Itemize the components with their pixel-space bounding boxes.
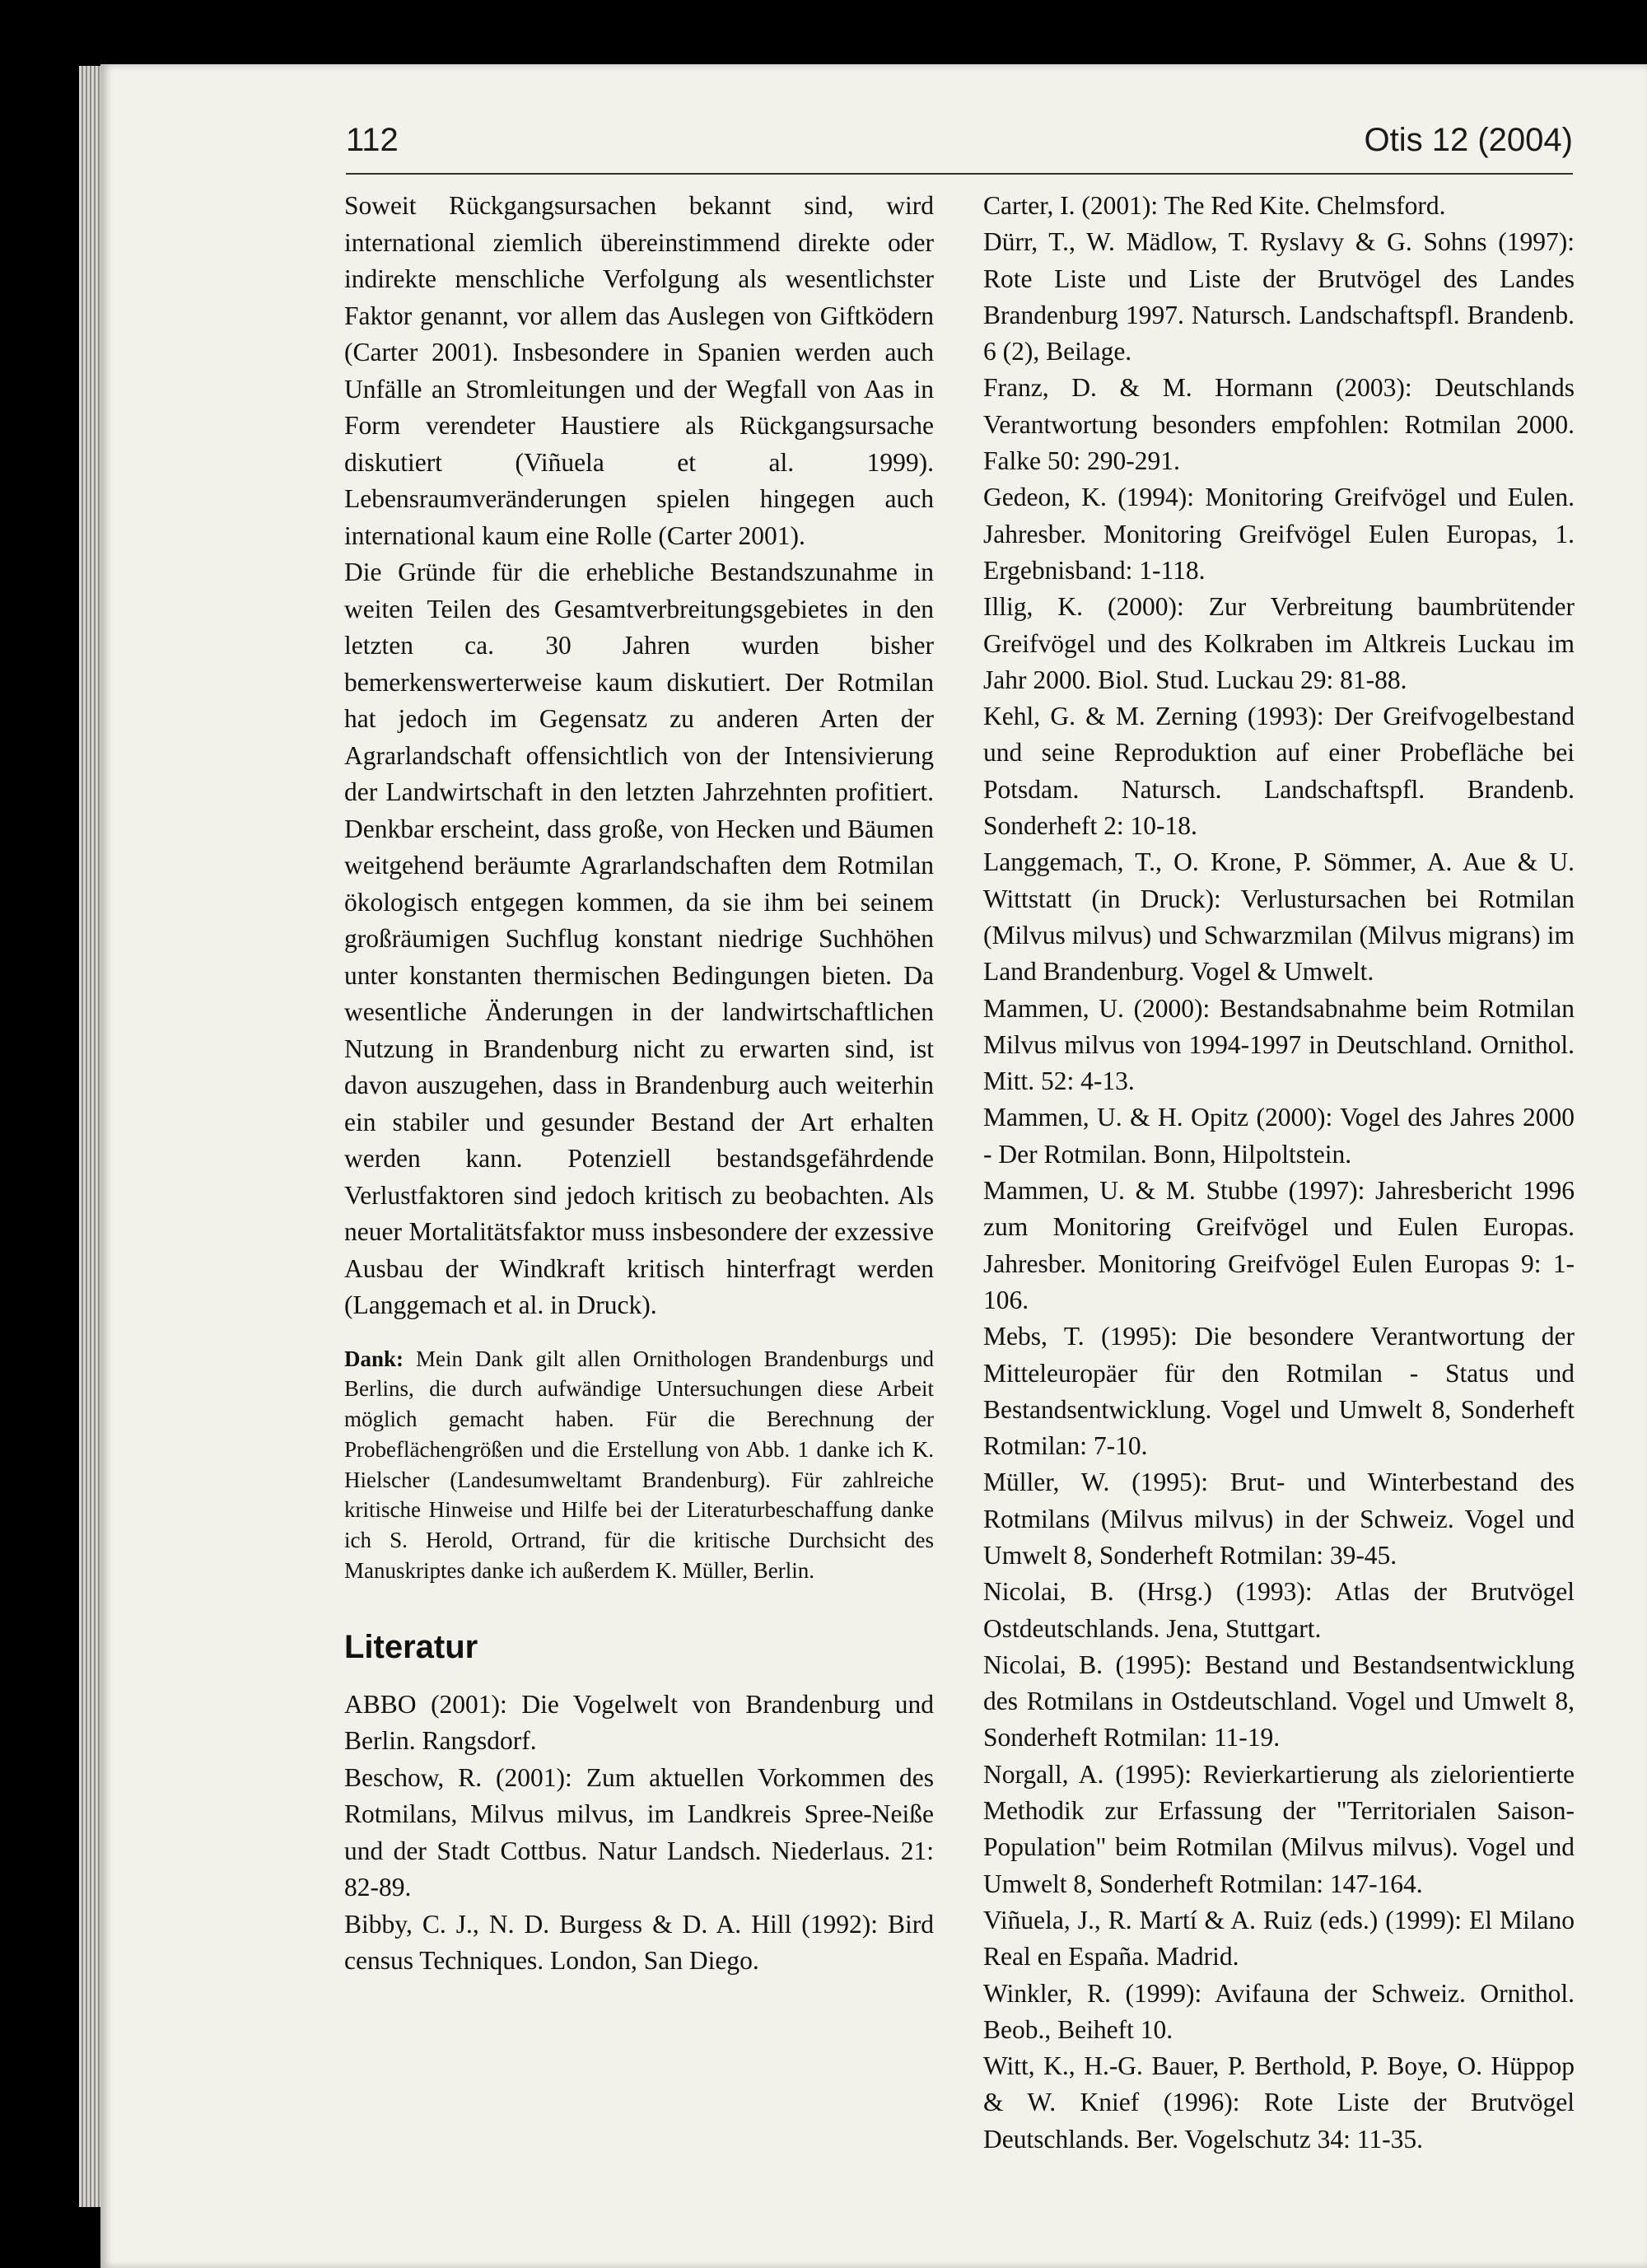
reference-entry: Kehl, G. & M. Zerning (1993): Der Greifvogelbestand und seine Reproduktion auf einer Probefläche bei Potsdam. Natursch. Landschaftspfl. Brandenb. Sonderheft 2: 10-18. — [983, 702, 1575, 841]
reference-entry: Illig, K. (2000): Zur Verbreitung baumbrütender Greifvögel und des Kolkraben im Altkreis Luckau im Jahr 2000. Biol. Stud. Luckau 29: 81-88. — [983, 592, 1575, 694]
reference-entry: Viñuela, J., R. Martí & A. Ruiz (eds.) (1999): El Milano Real en España. Madrid. — [983, 1905, 1575, 1972]
reference-entry: Witt, K., H.-G. Bauer, P. Berthold, P. Boye, O. Hüppop & W. Knief (1996): Rote Liste der Brutvögel Deutschlands. Ber. Vogelschutz 34: 11-35. — [983, 2051, 1575, 2154]
reference-entry: Dürr, T., W. Mädlow, T. Ryslavy & G. Sohns (1997): Rote Liste und Liste der Brutvögel des Landes Brandenburg 1997. Natursch. Landschaftspfl. Brandenb. 6 (2), Beilage. — [983, 227, 1575, 366]
reference-entry: Franz, D. & M. Hormann (2003): Deutschlands Verantwortung besonders empfohlen: Rotmilan 2000. Falke 50: 290-291. — [983, 373, 1575, 476]
body-paragraph: Die Gründe für die erhebliche Bestandszunahme in weiten Teilen des Gesamtverbreitungsgebietes in den letzten ca. 30 Jahren wurden bisher bemerkenswerterweise kaum diskutiert. Der Rotmilan hat jedoch im Gegensatz zu anderen Arten der Agrarlandschaft offensichtlich von der Intensivierung der Landwirtschaft in den letzten Jahrzehnten profitiert. Denkbar erscheint, dass große, von Hecken und Bäumen weitgehend beräumte Agrarlandschaften dem Rotmilan ökologisch entgegen kommen, da sie ihm bei seinem großräumigen Suchflug konstant niedrige Suchhöhen unter konstanten thermischen Bedingungen bieten. Da wesentliche Änderungen in der landwirtschaftlichen Nutzung in Brandenburg nicht zu erwarten sind, ist davon auszugehen, dass in Brandenburg auch weiterhin ein stabiler und gesunder Bestand der Art erhalten werden kann. Potenziell bestandsgefährdende Verlustfaktoren sind jedoch kritisch zu beobachten. Als neuer Mortalitätsfaktor muss insbesondere der exzessive Ausbau der Windkraft kritisch hinterfragt werden (Langgemach et al. in Druck). — [344, 558, 934, 1319]
reference-entry: ABBO (2001): Die Vogelwelt von Brandenburg und Berlin. Rangsdorf. — [344, 1689, 934, 1756]
page-number: 112 — [346, 122, 399, 158]
reference-entry: Langgemach, T., O. Krone, P. Sömmer, A. Aue & U. Wittstatt (in Druck): Verlustursachen bei Rotmilan (Milvus milvus) und Schwarzmilan (Milvus migrans) im Land Brandenburg. Vogel & Umwelt. — [983, 847, 1575, 987]
acknowledgement-label: Dank: — [344, 1346, 404, 1371]
literature-heading: Literatur — [344, 1628, 478, 1665]
header-rule — [346, 173, 1573, 175]
reference-entry: Norgall, A. (1995): Revierkartierung als zielorientierte Methodik zur Erfassung der "Territorialen Saison-Population" beim Rotmilan (Milvus milvus). Vogel und Umwelt 8, Sonderheft Rotmilan: 147-164. — [983, 1759, 1575, 1898]
journal-citation: Otis 12 (2004) — [1364, 122, 1573, 158]
reference-entry: Bibby, C. J., N. D. Burgess & D. A. Hill (1992): Bird census Techniques. London, San Diego. — [344, 1909, 934, 1976]
acknowledgement-text: Mein Dank gilt allen Ornithologen Brandenburgs und Berlins, die durch aufwändige Untersuchungen diese Arbeit möglich gemacht haben. Für die Berechnung der Probeflächengrößen und die Erstellung von Abb. 1 danke ich K. Hielscher (Landesumweltamt Brandenburg). Für zahlreiche kritische Hinweise und Hilfe bei der Literaturbeschaffung danke ich S. Herold, Ortrand, für die kritische Durchsicht des Manuskriptes danke ich außerdem K. Müller, Berlin. — [344, 1346, 934, 1584]
reference-entry: Gedeon, K. (1994): Monitoring Greifvögel und Eulen. Jahresber. Monitoring Greifvögel Eulen Europas, 1. Ergebnisband: 1-118. — [983, 483, 1575, 585]
reference-entry: Carter, I. (2001): The Red Kite. Chelmsford. — [983, 191, 1446, 220]
reference-entry: Mammen, U. (2000): Bestandsabnahme beim Rotmilan Milvus milvus von 1994-1997 in Deutschland. Ornithol. Mitt. 52: 4-13. — [983, 993, 1575, 1096]
reference-entry: Winkler, R. (1999): Avifauna der Schweiz. Ornithol. Beob., Beiheft 10. — [983, 1978, 1575, 2044]
reference-entry: Mammen, U. & M. Stubbe (1997): Jahresbericht 1996 zum Monitoring Greifvögel und Eulen Europas. Jahresber. Monitoring Greifvögel Eulen Europas 9: 1-106. — [983, 1176, 1575, 1314]
reference-entry: Nicolai, B. (1995): Bestand und Bestandsentwicklung des Rotmilans in Ostdeutschland. Vogel und Umwelt 8, Sonderheft Rotmilan: 11-19. — [983, 1650, 1575, 1752]
left-column — [344, 188, 934, 1980]
reference-entry: Mebs, T. (1995): Die besondere Verantwortung der Mitteleuropäer für den Rotmilan - Status und Bestandsentwicklung. Vogel und Umwelt 8, Sonderheft Rotmilan: 7-10. — [983, 1322, 1575, 1461]
reference-entry: Nicolai, B. (Hrsg.) (1993): Atlas der Brutvögel Ostdeutschlands. Jena, Stuttgart. — [983, 1577, 1575, 1643]
running-header — [346, 122, 1573, 168]
reference-entry: Müller, W. (1995): Brut- und Winterbestand des Rotmilans (Milvus milvus) in der Schweiz. Vogel und Umwelt 8, Sonderheft Rotmilan: 39-45. — [983, 1468, 1575, 1570]
acknowledgement — [344, 1344, 934, 1586]
body-paragraph: Soweit Rückgangsursachen bekannt sind, wird international ziemlich übereinstimmend direkte oder indirekte menschliche Verfolgung als wesentlichster Faktor genannt, vor allem das Auslegen von Giftködern (Carter 2001). Insbesondere in Spanien werden auch Unfälle an Stromleitungen und der Wegfall von Aas in Form verendeter Haustiere als Rückgangsursache diskutiert (Viñuela et al. 1999). Lebensraumveränderungen spielen hingegen auch international kaum eine Rolle (Carter 2001). — [344, 191, 934, 550]
reference-entry: Beschow, R. (2001): Zum aktuellen Vorkommen des Rotmilans, Milvus milvus, im Landkreis Spree-Neiße und der Stadt Cottbus. Natur Landsch. Niederlaus. 21: 82-89. — [344, 1762, 934, 1902]
right-column — [983, 188, 1575, 2158]
reference-entry: Mammen, U. & H. Opitz (2000): Vogel des Jahres 2000 - Der Rotmilan. Bonn, Hilpoltstein. — [983, 1103, 1575, 1169]
